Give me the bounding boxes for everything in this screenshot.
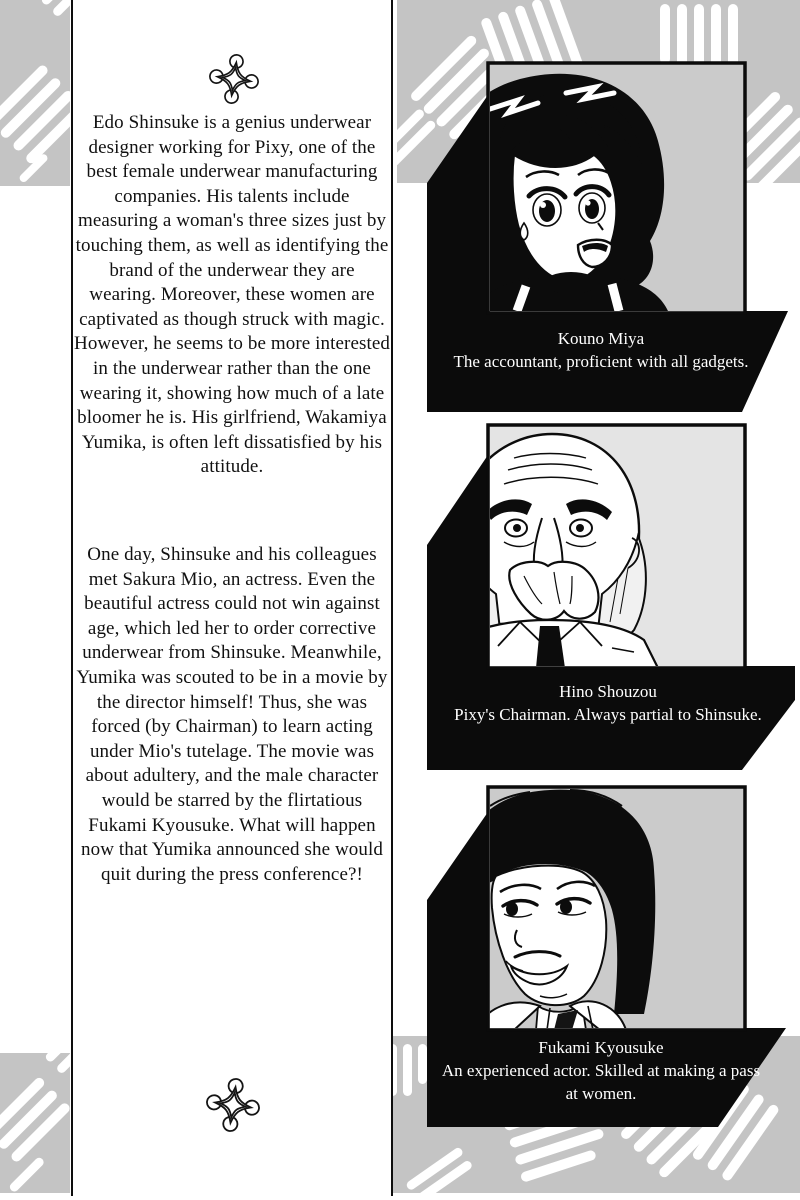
character-panel-kouno-miya: [420, 55, 798, 420]
knot-ornament-icon: [209, 54, 259, 104]
character-name: Fukami Kyousuke: [538, 1038, 664, 1057]
character-description: An experienced actor. Skilled at making a pass at women.: [441, 1061, 761, 1103]
character-panel-fukami-kyousuke: [420, 780, 800, 1132]
page-rule-right: [391, 0, 393, 1196]
character-panel-hino-shouzou: [420, 418, 800, 778]
character-name: Kouno Miya: [557, 329, 645, 348]
intro-paragraph-2: One day, Shinsuke and his colleagues met Sakura Mio, an actress. Even the beautiful actress could not win against age, which led her to order corrective underwear from Shinsuke. Meanwhile, Yumika was scouted to be in a movie by the director himself! Thus, she was forced (by Chairman) to learn acting under Mio's tutelage. The movie was about adultery, and the male character would be starred by the flirtatious Fukami Kyousuke. What will happen now that Yumika announced she would quit during the press conference?!: [76, 544, 388, 885]
page-rule-left: [71, 0, 73, 1196]
character-name: Hino Shouzou: [559, 682, 657, 701]
character-caption: [436, 1036, 766, 1105]
character-description: The accountant, proficient with all gadgets.: [453, 352, 749, 371]
character-description: Pixy's Chairman. Always partial to Shinsuke.: [454, 705, 762, 724]
character-caption: [436, 327, 766, 373]
intro-paragraph-1: Edo Shinsuke is a genius underwear designer working for Pixy, one of the best female underwear manufacturing companies. His talents include measuring a woman's three sizes just by touching them, as well as identifying the brand of the underwear they are wearing. Moreover, these women are captivated as though struck with magic. However, he seems to be more interested in the underwear rather than the one wearing it, showing how much of a late bloomer he is. His girlfriend, Wakamiya Yumika, is often left dissatisfied by his attitude.: [74, 112, 390, 478]
halftone-pattern-top-left: [0, 0, 70, 186]
knot-ornament-icon: [206, 1078, 260, 1132]
character-caption: [430, 680, 786, 726]
halftone-pattern-bottom-left: [0, 1053, 70, 1193]
